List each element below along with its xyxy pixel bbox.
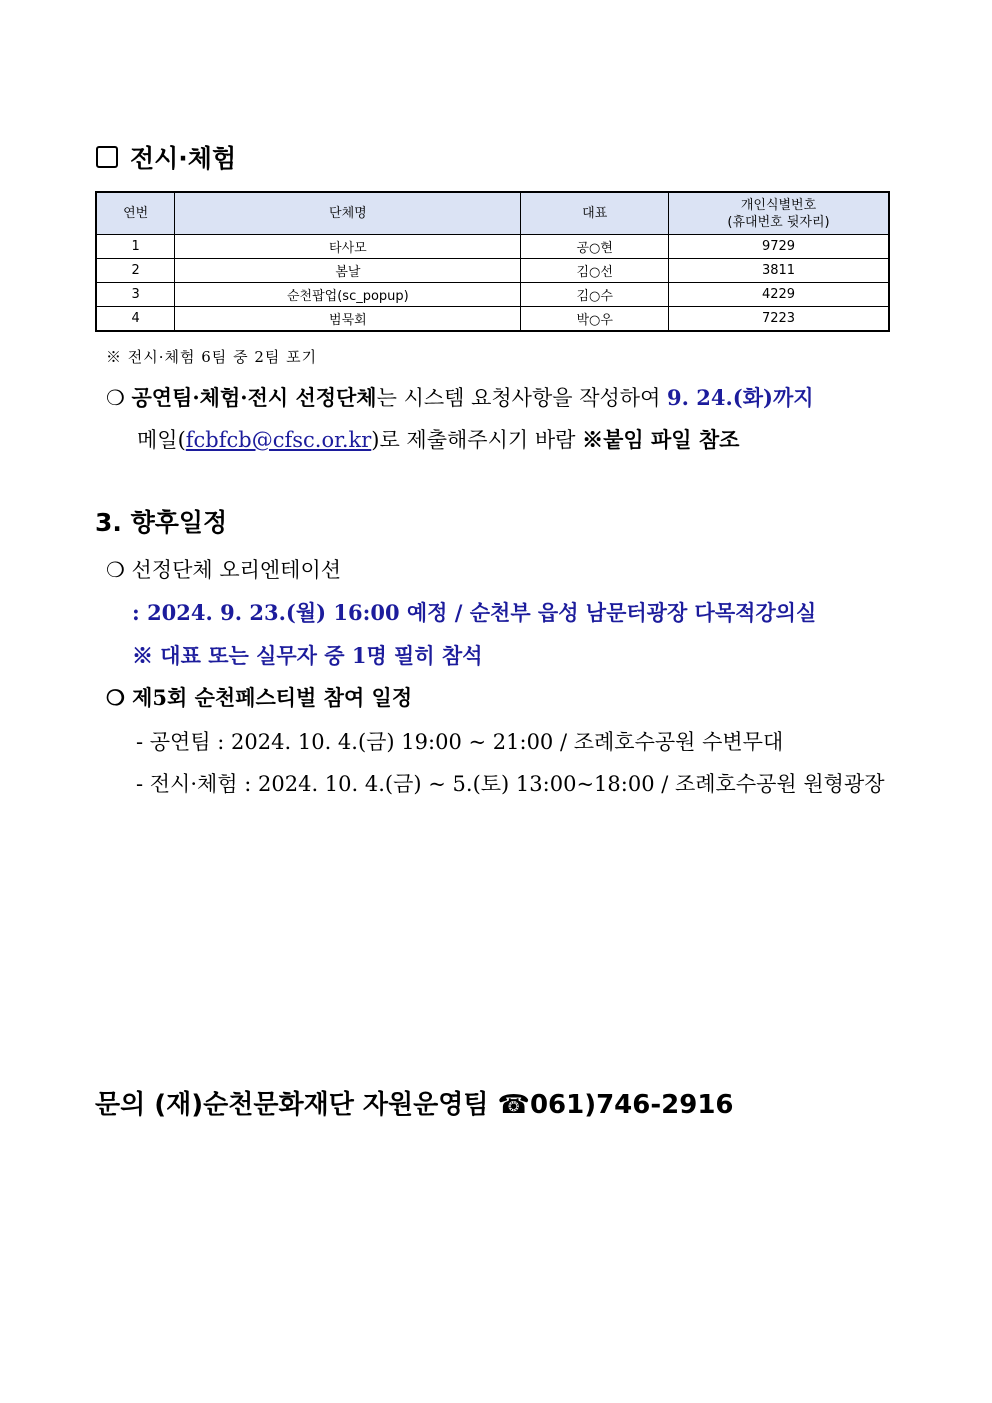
festival-title: ❍ 제5회 순천페스티벌 참여 일정 <box>106 685 413 710</box>
email-link[interactable]: fcbfcb@cfsc.or.kr <box>185 428 372 452</box>
bullet-icon: ❍ <box>106 386 125 410</box>
cell-rep: 김○선 <box>521 259 669 283</box>
submit-deadline: 9. 24.(화)까지 <box>667 385 814 410</box>
table-row <box>96 283 889 307</box>
table-row <box>96 259 889 283</box>
orientation-note: ※ 대표 또는 실무자 중 1명 필히 참석 <box>132 643 483 668</box>
cell-id: 4229 <box>669 283 889 307</box>
section-title-text: 전시·체험 <box>130 144 237 173</box>
cell-id: 3811 <box>669 259 889 283</box>
festival-exhibit: - 전시·체험 : 2024. 10. 4.(금) ~ 5.(토) 13:00~18:00 / 조례호수공원 원형광장 <box>136 772 885 796</box>
contact-text: 문의 (재)순천문화재단 자원운영팀 <box>95 1090 498 1120</box>
table-row <box>96 307 889 332</box>
festival-performance: - 공연팀 : 2024. 10. 4.(금) 19:00 ~ 21:00 / 조례호수공원 수변무대 <box>136 730 784 754</box>
cell-no: 3 <box>96 283 175 307</box>
cell-rep: 김○수 <box>521 283 669 307</box>
orientation-title: ❍ 선정단체 오리엔테이션 <box>106 558 342 582</box>
section-title <box>96 139 236 175</box>
attach-note: ※붙임 파일 참조 <box>582 427 740 452</box>
cell-rep: 박○우 <box>521 307 669 332</box>
header-group: 단체명 <box>175 192 521 235</box>
submit-line-2 <box>137 424 739 454</box>
header-id <box>669 192 889 235</box>
header-no: 연번 <box>96 192 175 235</box>
cell-no: 2 <box>96 259 175 283</box>
cell-group: 봄날 <box>175 259 521 283</box>
table-header-row <box>96 192 889 235</box>
header-id-line1: 개인식별번호 <box>740 197 817 213</box>
header-id-line2: (휴대번호 뒷자리) <box>727 214 830 230</box>
cell-no: 1 <box>96 235 175 259</box>
submit-line2-suffix: )로 제출해주시기 바람 <box>371 428 583 452</box>
cell-group: 범묵회 <box>175 307 521 332</box>
cell-group: 순천팝업(sc_popup) <box>175 283 521 307</box>
phone-icon: ☎ <box>497 1090 530 1120</box>
cell-group: 타사모 <box>175 235 521 259</box>
cell-id: 7223 <box>669 307 889 332</box>
submit-line2-prefix: 메일( <box>137 428 186 452</box>
schedule-heading: 3. 향후일정 <box>95 508 228 537</box>
submit-bold: 공연팀·체험·전시 선정단체 <box>131 385 377 410</box>
contact-line <box>95 1084 734 1121</box>
contact-phone: 061)746-2916 <box>529 1090 734 1120</box>
forfeit-note: ※ 전시·체험 6팀 중 2팀 포기 <box>106 348 318 366</box>
cell-id: 9729 <box>669 235 889 259</box>
cell-no: 4 <box>96 307 175 332</box>
table-row <box>96 235 889 259</box>
header-rep: 대표 <box>521 192 669 235</box>
submit-mid: 는 시스템 요청사항을 작성하여 <box>376 386 668 410</box>
groups-table <box>95 191 890 332</box>
cell-rep: 공○현 <box>521 235 669 259</box>
checkbox-icon <box>96 146 118 168</box>
submit-line-1 <box>106 382 814 412</box>
orientation-detail: : 2024. 9. 23.(월) 16:00 예정 / 순천부 읍성 남문터광장 다목적강의실 <box>132 600 817 625</box>
